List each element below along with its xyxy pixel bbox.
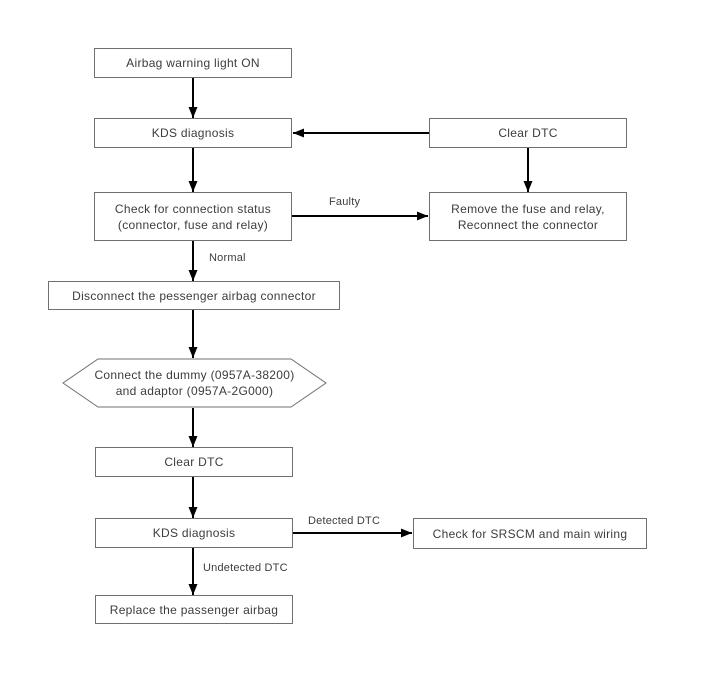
node-label: Clear DTC — [498, 126, 558, 140]
node-label-line1: Check for connection status — [114, 201, 272, 216]
node-kds-diagnosis-top — [94, 118, 292, 148]
node-airbag-warning-light — [94, 48, 292, 78]
node-remove-fuse-relay — [429, 192, 627, 241]
node-clear-dtc-top — [429, 118, 627, 148]
node-label: Clear DTC — [164, 455, 224, 469]
node-label: KDS diagnosis — [152, 526, 236, 540]
node-label: Check for SRSCM and main wiring — [432, 526, 628, 541]
node-label-line1: Connect the dummy (0957A-38200) — [94, 368, 295, 382]
node-label-line2: and adaptor (0957A-2G000) — [115, 384, 274, 398]
label-detected-dtc: Detected DTC — [308, 515, 381, 527]
node-clear-dtc-mid — [95, 447, 293, 477]
node-disconnect-passenger-airbag — [48, 281, 340, 310]
node-connect-dummy-adaptor — [62, 358, 327, 408]
node-label: Disconnect the pessenger airbag connector — [72, 288, 316, 303]
node-label-line2: Reconnect the connector — [457, 217, 599, 232]
label-normal: Normal — [209, 252, 246, 264]
node-check-srscm — [413, 518, 647, 549]
node-label: Replace the passenger airbag — [109, 602, 279, 617]
label-faulty: Faulty — [329, 196, 361, 208]
node-replace-passenger-airbag — [95, 595, 293, 624]
node-kds-diagnosis-bottom — [95, 518, 293, 548]
node-label-line1: Remove the fuse and relay, — [451, 201, 605, 216]
node-check-connection-status — [94, 192, 292, 241]
node-label: Airbag warning light ON — [126, 56, 260, 70]
node-label-line2: (connector, fuse and relay) — [117, 217, 269, 232]
node-label: KDS diagnosis — [151, 126, 235, 140]
label-undetected-dtc: Undetected DTC — [203, 562, 288, 574]
